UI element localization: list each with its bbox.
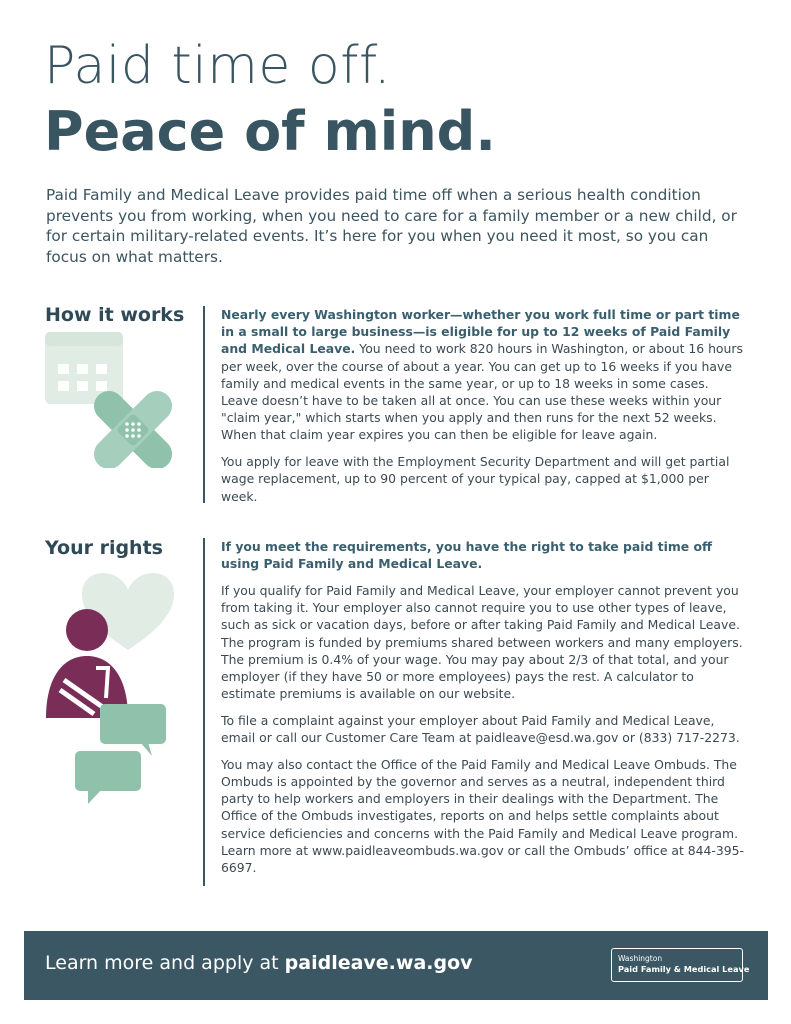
logo-state-text: Washington xyxy=(618,954,663,963)
footer-website-link[interactable]: paidleave.wa.gov xyxy=(284,952,473,974)
bandage-icon xyxy=(88,385,174,468)
your-rights-para2: To file a complaint against your employer about Paid Family and Medical Leave, email or call our Customer Care Team at paidleave@esd.wa.gov or (833) 717-2273. xyxy=(221,712,740,746)
how-it-works-body xyxy=(221,306,745,514)
footer-cta-text: Learn more and apply at xyxy=(45,952,285,974)
how-it-works-lead: Nearly every Washington worker—whether you work full time or part time in a small to large business—is eligible for up to 12 weeks of Paid Family and Medical Leave. xyxy=(221,307,740,357)
footer-cta xyxy=(45,952,473,974)
calendar-bandage-illustration xyxy=(44,332,174,468)
how-it-works-heading: How it works xyxy=(45,304,185,326)
your-rights-para1: If you qualify for Paid Family and Medical Leave, your employer cannot prevent you from taking it. Your employer also cannot require you to use other types of leave, such as sick or vacation days, before or after taking Paid Family and Medical Leave. The program is funded by premiums shared between workers and many employers. The premium is 0.4% of your wage. You may pay about 2/3 of that total, and your employer (if they have 50 or more employees) pays the rest. A calculator to estimate premiums is available on our website. xyxy=(221,582,743,702)
how-it-works-para2: You apply for leave with the Employment Security Department and will get partial wage replacement, up to 90 percent of your typical pay, capped at $1,000 per week. xyxy=(221,454,730,504)
your-rights-divider xyxy=(203,538,205,886)
chat-bubbles-icon xyxy=(75,704,166,804)
how-it-works-divider xyxy=(203,306,205,503)
footer-banner xyxy=(24,931,768,1000)
logo-program-text: Paid Family & Medical Leave xyxy=(618,964,750,974)
pfml-logo xyxy=(611,948,750,982)
rights-illustration xyxy=(44,568,174,808)
page-title-line2: Peace of mind. xyxy=(44,100,496,163)
how-it-works-para1: You need to work 820 hours in Washington, or about 16 hours per week, over the course of about a year. You can get up to 16 weeks if you have family and medical events in the same year, or up to 18 weeks in some cases. Leave doesn’t have to be taken all at once. You can use these weeks within your "claim year," which starts when you apply and then runs for the next 52 weeks. When that claim year expires you can then be eligible for leave again. xyxy=(221,341,743,443)
page-title-line1: Paid time off. xyxy=(44,36,392,96)
your-rights-body xyxy=(221,538,745,886)
intro-paragraph: Paid Family and Medical Leave provides paid time off when a serious health condition prevents you from working, when you need to care for a family member or a new child, or for certain military-related events. It’s here for you when you need it most, so you can focus on what matters. xyxy=(46,186,737,266)
your-rights-para3: You may also contact the Office of the Paid Family and Medical Leave Ombuds. The Ombuds is appointed by the governor and serves as a neutral, independent third party to help workers and employers in their dealings with the Department. The Office of the Ombuds investigates, reports on and helps settle complaints about service deficiencies and concerns with the Paid Family and Medical Leave program. Learn more at www.paidleaveombuds.wa.gov or call the Ombuds’ office at 844-395-6697. xyxy=(221,756,745,875)
your-rights-lead: If you meet the requirements, you have the right to take paid time off using Paid Family and Medical Leave. xyxy=(221,539,712,572)
your-rights-heading: Your rights xyxy=(45,537,163,559)
